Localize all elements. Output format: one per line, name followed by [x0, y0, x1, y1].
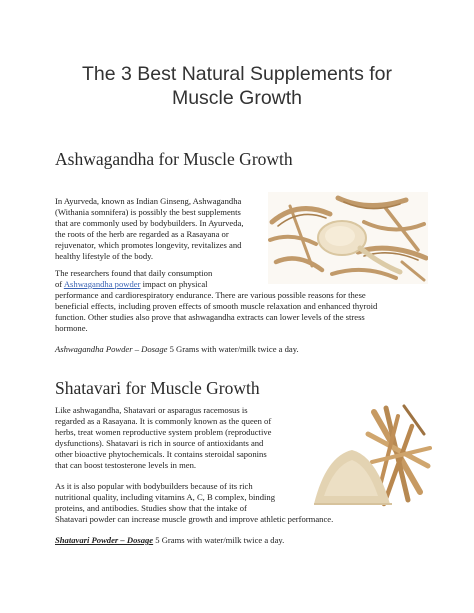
ashwagandha-powder-link[interactable]: Ashwagandha powder [63, 278, 141, 289]
text-line: As it is also popular with bodybuilders because of its rich [55, 481, 253, 491]
text-line: performance and cardiorespiratory endurance. There are various possible reasons for these [55, 289, 366, 300]
ashwagandha-dosage [55, 344, 299, 355]
text-fragment: of [55, 278, 64, 289]
text-line: (Withania somnifera) is possibly the best supplements [55, 206, 241, 217]
text-line: The researchers found that daily consumption [55, 268, 213, 278]
page-title-line-1: The 3 Best Natural Supplements for [82, 63, 392, 85]
text-line: proteins, and antibodies. Studies show that the intake of [55, 502, 247, 513]
page-title [40, 62, 434, 110]
shatavari-paragraph-1 [55, 405, 307, 470]
text-line: Like ashwagandha, Shatavari or asparagus racemosus is [55, 405, 248, 415]
text-line: the roots of the herb are regarded as a Rasayana or [55, 228, 229, 239]
text-fragment: impact on physical [140, 278, 208, 289]
dosage-text: 5 Grams with water/milk twice a day. [153, 535, 285, 545]
shatavari-roots-image [312, 404, 432, 510]
dosage-label: Ashwagandha Powder – Dosage [55, 344, 168, 354]
text-line: beneficial effects, including proven effects of smooth muscle relaxation and enhanced thyroid [55, 300, 378, 311]
text-line: In Ayurveda, known as Indian Ginseng, Ashwagandha [55, 196, 242, 206]
powder-highlight [325, 226, 355, 246]
text-line: that are commonly used by bodybuilders. In Ayurveda, [55, 217, 244, 228]
text-line: herbs, treat women reproductive system problem (reproductive [55, 426, 272, 437]
text-line: that can boost testosterone levels in men. [55, 459, 197, 470]
shatavari-powder-dosage-link[interactable]: Shatavari Powder – Dosage [55, 535, 154, 545]
ashwagandha-paragraph-1 [55, 196, 265, 261]
shatavari-heading: Shatavari for Muscle Growth [55, 378, 260, 398]
ashwagandha-heading: Ashwagandha for Muscle Growth [55, 149, 293, 169]
text-line: regarded as a Rasayana. It is commonly known as the queen of [55, 415, 272, 426]
text-line: dysfunctions). Shatavari is rich in source of antioxidants and [55, 437, 264, 448]
text-line: hormone. [55, 322, 88, 333]
text-line: healthy lifestyle of the body. [55, 250, 154, 261]
ashwagandha-roots-image [268, 192, 428, 284]
text-line: Shatavari powder can increase muscle growth and improve athletic performance. [55, 513, 334, 524]
dosage-text: 5 Grams with water/milk twice a day. [167, 344, 299, 354]
page-title-line-2: Muscle Growth [171, 87, 303, 109]
text-line: other bioactive phytochemicals. It contains steroidal saponins [55, 448, 267, 459]
text-line: function. Other studies also prove that ashwagandha extracts can lower levels of the stress [55, 311, 365, 322]
text-line: nutritional quality, including vitamins A, C, B complex, binding [55, 491, 276, 502]
shatavari-dosage [55, 535, 284, 546]
text-line: rejuvenator, which promotes longevity, revitalizes and [55, 239, 242, 250]
